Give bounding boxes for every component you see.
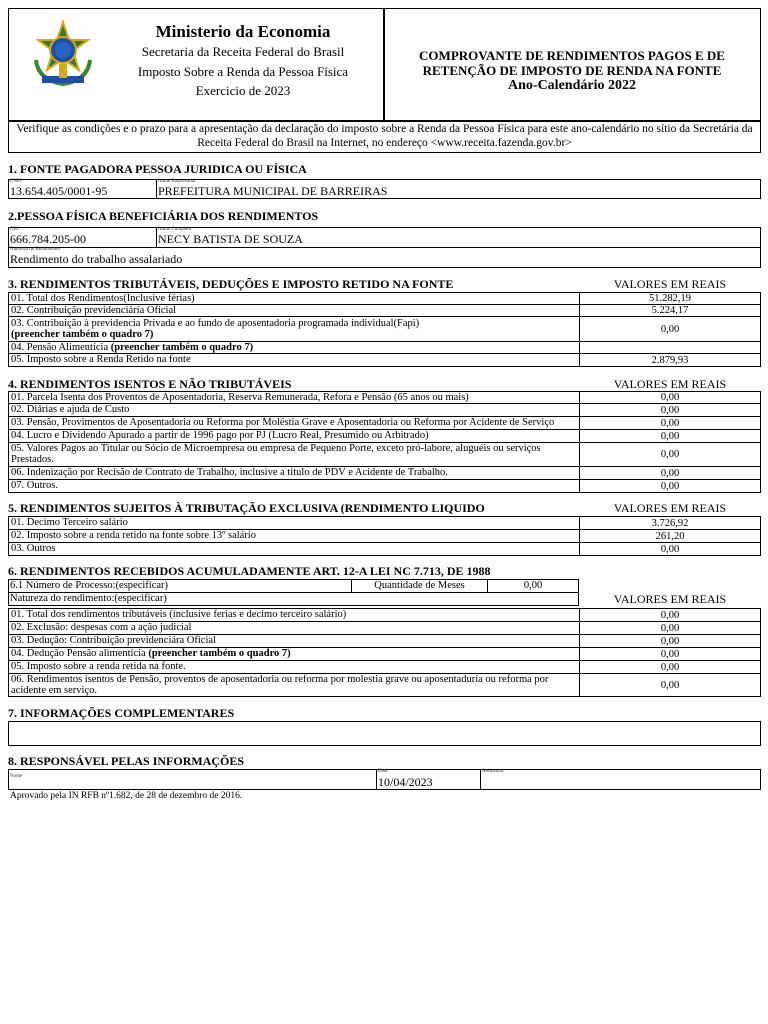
row-label-bold: (preencher também o quadro 7) (110, 342, 254, 353)
row-label: 02. Diárias e ajuda de Custo (8, 403, 580, 417)
coat-of-arms-icon (28, 20, 98, 90)
complementary-info-box (8, 721, 761, 746)
beneficiary-name-value: NECY BATISTA DE SOUZA (158, 232, 303, 246)
responsible-date-label: Data (378, 769, 388, 774)
section-5-title: 5. RENDIMENTOS SUJEITOS À TRIBUTAÇÃO EXCLUSIVA (RENDIMENTO LIQUIDO (8, 501, 485, 515)
row-value: 0,00 (579, 466, 761, 480)
row-label (8, 316, 580, 342)
row-label-text: 04. Pensão Alimentícia (11, 342, 111, 353)
row-label-bold: (preencher também o quadro 7) (148, 648, 291, 659)
row-label: 02. Imposto sobre a renda retido na fonte sobre 13º salário (8, 529, 580, 543)
months-value: 0,00 (523, 580, 543, 591)
row-label: 07. Outros. (8, 479, 580, 493)
row-label-bold: (preencher também o quadro 7) (11, 329, 154, 340)
section-6-values-header: VALORES EM REAIS (613, 592, 727, 606)
table-row (8, 403, 761, 417)
payer-name-label: Nome Empresarial (158, 179, 196, 184)
row-label: 02. Contribuição previdenciária Oficial (8, 304, 580, 317)
row-label: 01. Parcela Isenta dos Proventos de Aposentadoria, Reserva Remunerada, Refora e Pensão (65 anos ou mais) (8, 391, 580, 404)
row-label: 05. Imposto sobre a Renda Retido na fonte (8, 353, 580, 367)
months-label: Quantidade de Meses (374, 580, 465, 591)
table-row (8, 516, 761, 530)
section-1-title: 1. FONTE PAGADORA PESSOA JURIDICA OU FÍSICA (8, 162, 307, 176)
row-label: 02. Exclusão: despesas com a ação judicial (8, 621, 580, 635)
beneficiary-name-label: Nome Completo (158, 227, 192, 232)
row-value: 2.879,93 (579, 353, 761, 367)
section-7-title: 7. INFORMAÇÕES COMPLEMENTARES (8, 706, 235, 720)
row-value: 0,00 (579, 608, 761, 622)
row-label: 03. Dedução: Contribuição previdenciára Oficial (8, 634, 580, 648)
table-row (8, 608, 761, 622)
row-label-text: 06. Rendimentos isentos de Pensão, proventos de aposentadoria ou reforma por molestia grave ou aposentaduria ou reforma por (11, 674, 549, 685)
section-5-values-header: VALORES EM REAIS (613, 501, 727, 515)
approval-footnote: Aprovado pela IN RFB nº1.682, de 28 de dezembro de 2016. (10, 791, 243, 801)
document-title-line-1: COMPROVANTE DE RENDIMENTOS PAGOS E DE (419, 48, 725, 63)
row-value: 3.726,92 (579, 516, 761, 530)
ministry-title: Ministerio da Economia (155, 22, 331, 41)
payer-cnpj-label: CNPJ (10, 179, 22, 184)
payer-cnpj-value: 13.654.405/0001-95 (10, 184, 108, 198)
table-row (8, 647, 761, 661)
responsible-signature-label: Assinatura (482, 769, 504, 774)
table-row (8, 479, 761, 493)
row-label: 01. Decimo Terceiro salário (8, 516, 580, 530)
table-row (8, 316, 761, 342)
row-label: 04. Lucro e Dividendo Apurado a partir de 1996 pago por PJ (Lucro Real, Presumido ou Arbitrado) (8, 429, 580, 443)
row-label-text: 03. Contribuição à previdencia Privada e ao fundo de aposentadoria programada individual(Fapi) (11, 318, 420, 329)
table-row (8, 673, 761, 697)
table-row (8, 429, 761, 443)
section-2-title: 2.PESSOA FÍSICA BENEFICIÁRIA DOS RENDIMENTOS (8, 209, 319, 223)
notice-line-1: Verifique as condições e o prazo para a apresentação da declaração do imposto sobre a Renda da Pessoa Física para este ano-calendário no sítio da Secretária da (16, 123, 753, 135)
row-label-text: 05. Valores Pagos ao Titular ou Sócio de Microempresa ou empresa de Pequeno Porte, exceto pró-labore, aluguéis ou serviços (11, 443, 541, 454)
row-value: 51.282,19 (579, 292, 761, 305)
table-row (8, 353, 761, 367)
row-label (8, 647, 580, 661)
process-number-label: 6.1 Número de Processo:(especificar) (10, 580, 169, 591)
notice-line-2: Receita Federal do Brasil na Internet, no endereço <www.receita.fazenda.gov.br> (197, 137, 572, 149)
section-6-title: 6. RENDIMENTOS RECEBIDOS ACUMULADAMENTE ART. 12-A LEI NC 7.713, DE 1988 (8, 564, 491, 578)
row-label: 01. Total dos Rendimentos(Inclusive férias) (8, 292, 580, 305)
row-label: 01. Total dos rendimentos tributáveis (inclusive ferias e decimo terceiro salário) (8, 608, 580, 622)
responsible-signature-cell (480, 769, 761, 790)
row-value: 0,00 (579, 621, 761, 635)
row-value: 0,00 (579, 442, 761, 467)
row-value: 0,00 (579, 647, 761, 661)
table-row (8, 529, 761, 543)
table-row (8, 466, 761, 480)
responsible-date-value: 10/04/2023 (378, 775, 433, 789)
table-row (8, 542, 761, 556)
row-value: 0,00 (579, 634, 761, 648)
row-label (8, 673, 580, 697)
row-label-text-2: Prestados. (11, 454, 54, 465)
secretariat-line: Secretaria da Receita Federal do Brasil (141, 44, 345, 59)
table-row (8, 634, 761, 648)
section-4-title: 4. RENDIMENTOS ISENTOS E NÃO TRIBUTÁVEIS (8, 377, 292, 391)
row-value: 261,20 (579, 529, 761, 543)
row-label: 03. Pensão, Provimentos de Aposentadoria ou Reforma por Moléstia Grave e Aposentadoria ou Reforma por Acidente de Serviço (8, 416, 580, 430)
row-value: 0,00 (579, 542, 761, 556)
responsible-name-label: Nome (10, 774, 23, 779)
table-row (8, 621, 761, 635)
row-value: 0,00 (579, 416, 761, 430)
row-label: 03. Outros (8, 542, 580, 556)
beneficiary-cpf-label: CPF (10, 227, 19, 232)
row-value: 0,00 (579, 316, 761, 342)
tax-line: Imposto Sobre a Renda da Pessoa Física (137, 64, 349, 79)
row-value: 0,00 (579, 429, 761, 443)
section-3-title: 3. RENDIMENTOS TRIBUTÁVEIS, DEDUÇÕES E IMPOSTO RETIDO NA FONTE (8, 277, 454, 291)
section-4-values-header: VALORES EM REAIS (613, 377, 727, 391)
row-value: 0,00 (579, 479, 761, 493)
income-nature-value: Rendimento do trabalho assalariado (10, 252, 183, 266)
income-nature-spec-label: Natureza do rendimento:(especificar) (10, 593, 167, 604)
row-label: 05. Imposto sobre a renda retida na fonte. (8, 660, 580, 674)
table-row (8, 416, 761, 430)
calendar-year: Ano-Calendário 2022 (508, 78, 636, 93)
document-title-line-2: RETENÇÃO DE IMPOSTO DE RENDA NA FONTE (422, 63, 722, 78)
row-value: 5.224,17 (579, 304, 761, 317)
responsible-name-cell (8, 769, 377, 790)
section-8-title: 8. RESPONSÁVEL PELAS INFORMAÇÕES (8, 754, 245, 768)
row-label (8, 442, 580, 467)
row-value: 0,00 (579, 660, 761, 674)
beneficiary-cpf-value: 666.784.205-00 (10, 232, 86, 246)
row-value: 0,00 (579, 403, 761, 417)
row-label: 06. Indenização por Recisão de Contrato de Trabalho, inclusive a titulo de PDV e Acidente de Trabalho. (8, 466, 580, 480)
row-label-text: 04. Dedução Pensão alimentícia (11, 648, 149, 659)
income-nature-label: Natureza do Rendimento (10, 247, 60, 252)
section-3-values-header: VALORES EM REAIS (613, 277, 727, 291)
row-value: 0,00 (579, 673, 761, 697)
table-row (8, 442, 761, 467)
table-row (8, 660, 761, 674)
row-value: 0,00 (579, 391, 761, 404)
payer-name-value: PREFEITURA MUNICIPAL DE BARREIRAS (158, 184, 388, 198)
row-label-text-2: acidente em serviço. (11, 685, 97, 696)
exercise-line: Exercicio de 2023 (195, 83, 291, 98)
